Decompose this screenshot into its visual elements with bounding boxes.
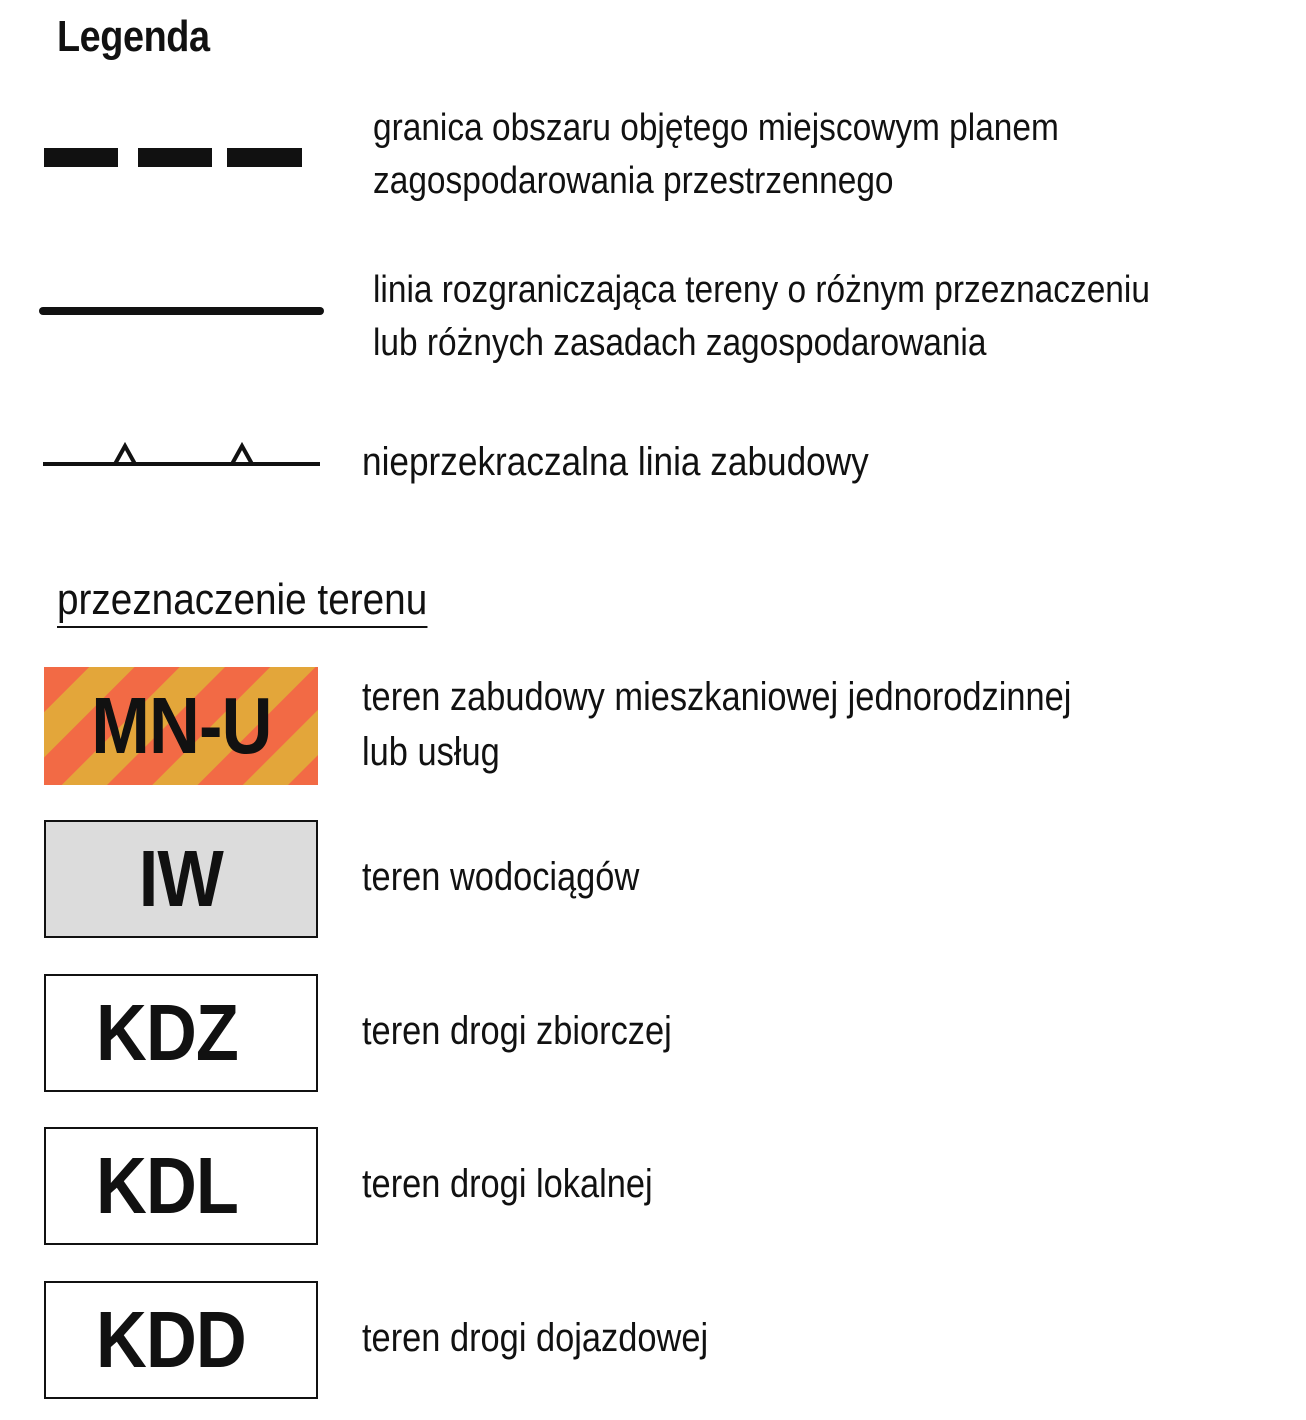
zone-symbol-kdd bbox=[44, 1281, 318, 1399]
zone-desc-kdz: teren drogi zbiorczej bbox=[362, 1009, 672, 1053]
zone-code-kdz: KDZ bbox=[96, 988, 239, 1077]
zone-symbol-kdz bbox=[44, 974, 318, 1092]
zone-desc-mn-u-line-1: teren zabudowy mieszkaniowej jednorodzinnej bbox=[362, 675, 1072, 719]
legend-title: Legenda bbox=[57, 12, 210, 61]
dashed-line-icon bbox=[40, 140, 310, 174]
zone-desc-kdl: teren drogi lokalnej bbox=[362, 1162, 653, 1206]
building-line-with-triangles-icon bbox=[40, 436, 325, 472]
section-title: przeznaczenie terenu bbox=[57, 574, 427, 628]
legend-item-demarcation-label bbox=[373, 264, 1150, 370]
solid-line-icon bbox=[38, 300, 328, 322]
legend-item-demarcation-line-2: lub różnych zasadach zagospodarowania bbox=[373, 322, 987, 364]
zone-desc-iw: teren wodociągów bbox=[362, 855, 640, 899]
zone-code-kdd: KDD bbox=[96, 1295, 246, 1384]
zone-desc-mn-u-line-2: lub usług bbox=[362, 730, 500, 774]
zone-code-mn-u: MN-U bbox=[90, 681, 272, 770]
zone-symbol-iw bbox=[44, 820, 318, 938]
legend-item-boundary-line-1: granica obszaru objętego miejscowym planem bbox=[373, 107, 1059, 149]
zone-symbol-kdl bbox=[44, 1127, 318, 1245]
legend-item-building-line-label: nieprzekraczalna linia zabudowy bbox=[362, 440, 869, 484]
legend-item-demarcation-line-1: linia rozgraniczająca tereny o różnym przeznaczeniu bbox=[373, 269, 1150, 311]
zone-code-kdl: KDL bbox=[96, 1141, 239, 1230]
legend-item-boundary-label bbox=[373, 102, 1059, 208]
zone-code-iw: IW bbox=[138, 834, 224, 923]
zone-desc-mn-u bbox=[362, 670, 1071, 780]
zone-desc-kdd: teren drogi dojazdowej bbox=[362, 1316, 709, 1360]
zone-symbol-mn-u bbox=[44, 667, 318, 785]
legend-item-boundary-line-2: zagospodarowania przestrzennego bbox=[373, 160, 894, 202]
